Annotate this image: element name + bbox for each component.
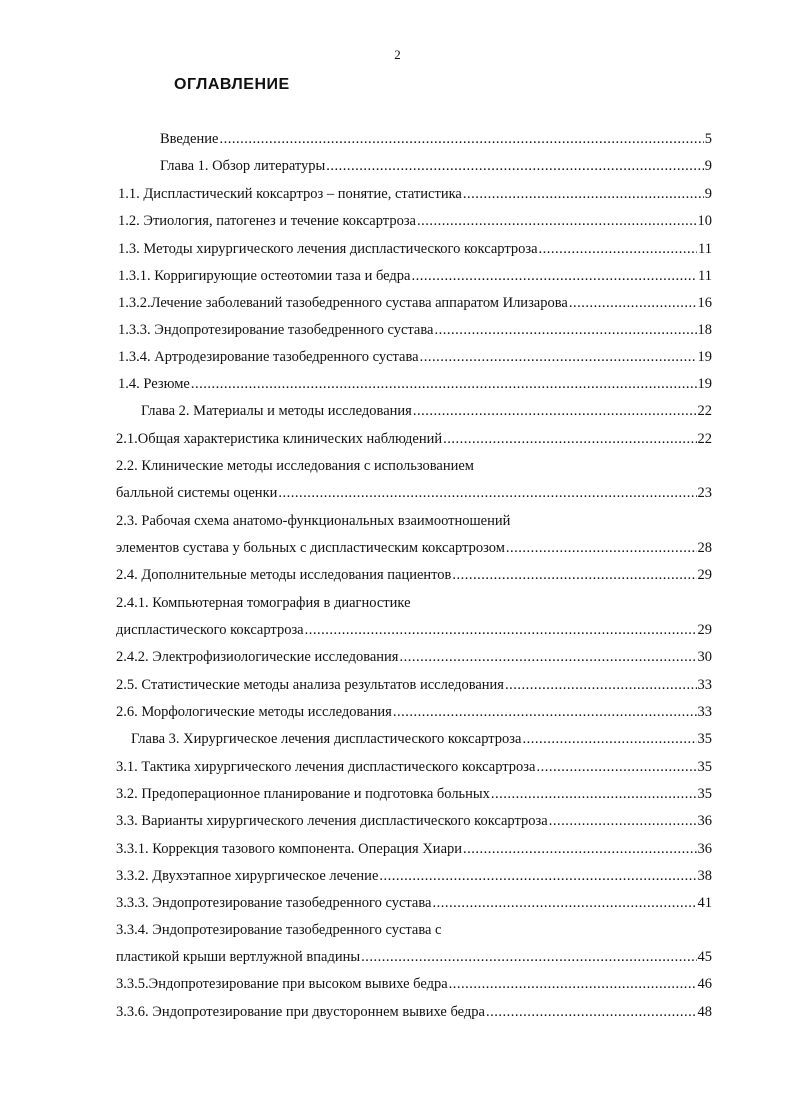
toc-entry-label-line1: 2.3. Рабочая схема анатомо-функциональных взаимоотношений <box>116 513 511 529</box>
toc-entry-page: 35 <box>697 786 712 802</box>
toc-entry <box>116 948 712 966</box>
toc-entry-label: пластикой крыши вертлужной впадины <box>116 949 361 965</box>
toc-entry-page: 22 <box>697 431 712 447</box>
toc-entry-page: 11 <box>698 241 712 257</box>
toc-entry-page: 29 <box>697 622 712 638</box>
toc-entry-page: 29 <box>697 567 712 583</box>
toc-entry-label: 3.3.5.Эндопротезирование при высоком вывихе бедра <box>116 976 448 992</box>
toc-entry <box>116 812 712 830</box>
toc-entry <box>116 975 712 993</box>
leader-dots <box>420 348 697 366</box>
toc-entry <box>141 402 712 420</box>
toc-entry-page: 16 <box>697 295 712 311</box>
toc-entry-page: 10 <box>697 213 712 229</box>
leader-dots <box>491 785 697 803</box>
toc-entry-label: балльной системы оценки <box>116 485 278 501</box>
toc-entry <box>118 294 712 312</box>
toc-entry-label-line1: 2.4.1. Компьютерная томография в диагностике <box>116 595 411 611</box>
toc-entry-label: 1.1. Диспластический коксартроз – понятие, статистика <box>118 186 462 202</box>
leader-dots <box>191 375 697 393</box>
toc-entry-page: 41 <box>697 895 712 911</box>
leader-dots <box>486 1003 697 1021</box>
toc-entry-label: 1.3.3. Эндопротезирование тазобедренного сустава <box>118 322 434 338</box>
toc-entry-page: 9 <box>704 186 712 202</box>
toc-entry-page: 22 <box>697 403 712 419</box>
leader-dots <box>417 212 697 230</box>
leader-dots <box>305 621 697 639</box>
toc-entry-page: 48 <box>697 1004 712 1020</box>
toc-entry-page: 19 <box>697 349 712 365</box>
toc-entry <box>116 676 712 694</box>
toc-entry-page: 36 <box>697 841 712 857</box>
leader-dots <box>522 730 696 748</box>
toc-title: ОГЛАВЛЕНИЕ <box>174 76 290 93</box>
toc-entry-label: 1.3. Методы хирургического лечения диспластического коксартроза <box>118 241 538 257</box>
leader-dots <box>326 157 703 175</box>
toc-entry-page: 36 <box>697 813 712 829</box>
toc-entry <box>118 321 712 339</box>
toc-entry <box>118 240 712 258</box>
leader-dots <box>539 240 698 258</box>
toc-entry-page: 45 <box>697 949 712 965</box>
toc-entry-label: 3.1. Тактика хирургического лечения диспластического коксартроза <box>116 759 536 775</box>
toc-entry <box>116 1003 712 1021</box>
toc-entry <box>116 894 712 912</box>
leader-dots <box>449 975 697 993</box>
toc-entry-page: 30 <box>697 649 712 665</box>
toc-entry <box>131 730 712 748</box>
toc-entry-label: 3.3.6. Эндопротезирование при двустороннем вывихе бедра <box>116 1004 485 1020</box>
toc-entry <box>116 703 712 721</box>
toc-entry-page: 18 <box>697 322 712 338</box>
toc-entry <box>116 785 712 803</box>
toc-entry <box>116 648 712 666</box>
toc-entry-label: 1.3.4. Артродезирование тазобедренного сустава <box>118 349 419 365</box>
toc-entry-page: 11 <box>698 268 712 284</box>
toc-entry <box>116 840 712 858</box>
leader-dots <box>443 430 696 448</box>
toc-entry-page: 35 <box>697 759 712 775</box>
toc-entry-label: Введение <box>160 131 219 147</box>
leader-dots <box>434 321 696 339</box>
toc-entry-page: 33 <box>697 677 712 693</box>
leader-dots <box>506 539 697 557</box>
toc-entry <box>116 539 712 557</box>
toc-entry-label-line1: 3.3.4. Эндопротезирование тазобедренного сустава с <box>116 922 442 938</box>
toc-entry-label: 2.4. Дополнительные методы исследования пациентов <box>116 567 452 583</box>
toc-entry <box>116 758 712 776</box>
leader-dots <box>219 130 703 148</box>
toc-entry-label-line1: 2.2. Клинические методы исследования с использованием <box>116 458 474 474</box>
toc-entry-label: 3.3. Варианты хирургического лечения диспластического коксартроза <box>116 813 548 829</box>
leader-dots <box>463 840 696 858</box>
toc-entry-label: 3.3.2. Двухэтапное хирургическое лечение <box>116 868 379 884</box>
toc-entry-page: 19 <box>697 376 712 392</box>
toc-entry-label: Глава 1. Обзор литературы <box>160 158 326 174</box>
toc-entry-page: 28 <box>697 540 712 556</box>
toc-entry-page: 33 <box>697 704 712 720</box>
toc-entry <box>116 484 712 502</box>
leader-dots <box>411 267 697 285</box>
toc-entry-label: 3.3.1. Коррекция тазового компонента. Операция Хиари <box>116 841 463 857</box>
toc-entry <box>116 621 712 639</box>
toc-entry-label: 3.2. Предоперационное планирование и подготовка больных <box>116 786 490 802</box>
toc-entry-label: 2.4.2. Электрофизиологические исследования <box>116 649 399 665</box>
toc-entry-page: 23 <box>697 485 712 501</box>
toc-entry <box>118 375 712 393</box>
leader-dots <box>452 566 696 584</box>
toc-entry-label: диспластического коксартроза <box>116 622 304 638</box>
toc-entry-label: Глава 3. Хирургическое лечения диспластического коксартроза <box>131 731 522 747</box>
toc-entry <box>116 867 712 885</box>
toc-entry-page: 38 <box>697 868 712 884</box>
toc-entry-label: 1.3.2.Лечение заболеваний тазобедренного сустава аппаратом Илизарова <box>118 295 568 311</box>
toc-entry-label: 2.5. Статистические методы анализа результатов исследования <box>116 677 504 693</box>
leader-dots <box>399 648 696 666</box>
leader-dots <box>536 758 696 776</box>
toc-entry <box>118 267 712 285</box>
toc-entry-page: 5 <box>704 131 712 147</box>
leader-dots <box>379 867 696 885</box>
toc-entry <box>160 157 712 175</box>
leader-dots <box>361 948 696 966</box>
toc-entry <box>116 430 712 448</box>
leader-dots <box>413 402 697 420</box>
toc-entry-label: 1.4. Резюме <box>118 376 190 392</box>
toc-entry-label: Глава 2. Материалы и методы исследования <box>141 403 412 419</box>
toc-entry-label: 2.6. Морфологические методы исследования <box>116 704 392 720</box>
toc-entry-page: 35 <box>697 731 712 747</box>
toc-entry <box>118 212 712 230</box>
leader-dots <box>432 894 696 912</box>
toc-entry-label: 1.2. Этиология, патогенез и течение коксартроза <box>118 213 416 229</box>
toc-entry-page: 9 <box>704 158 712 174</box>
leader-dots <box>569 294 697 312</box>
leader-dots <box>505 676 697 694</box>
leader-dots <box>549 812 697 830</box>
toc-entry <box>116 566 712 584</box>
toc-entry-label: 3.3.3. Эндопротезирование тазобедренного сустава <box>116 895 432 911</box>
toc-entry <box>118 348 712 366</box>
toc-entry <box>118 185 712 203</box>
leader-dots <box>393 703 697 721</box>
toc-entry-page: 46 <box>697 976 712 992</box>
toc-entry-label: 1.3.1. Корригирующие остеотомии таза и бедра <box>118 268 411 284</box>
leader-dots <box>463 185 704 203</box>
toc-entry-label: элементов сустава у больных с диспластическим коксартрозом <box>116 540 505 556</box>
toc-entry-label: 2.1.Общая характеристика клинических наблюдений <box>116 431 443 447</box>
toc-entry <box>160 130 712 148</box>
page-number: 2 <box>394 47 401 62</box>
leader-dots <box>278 484 696 502</box>
